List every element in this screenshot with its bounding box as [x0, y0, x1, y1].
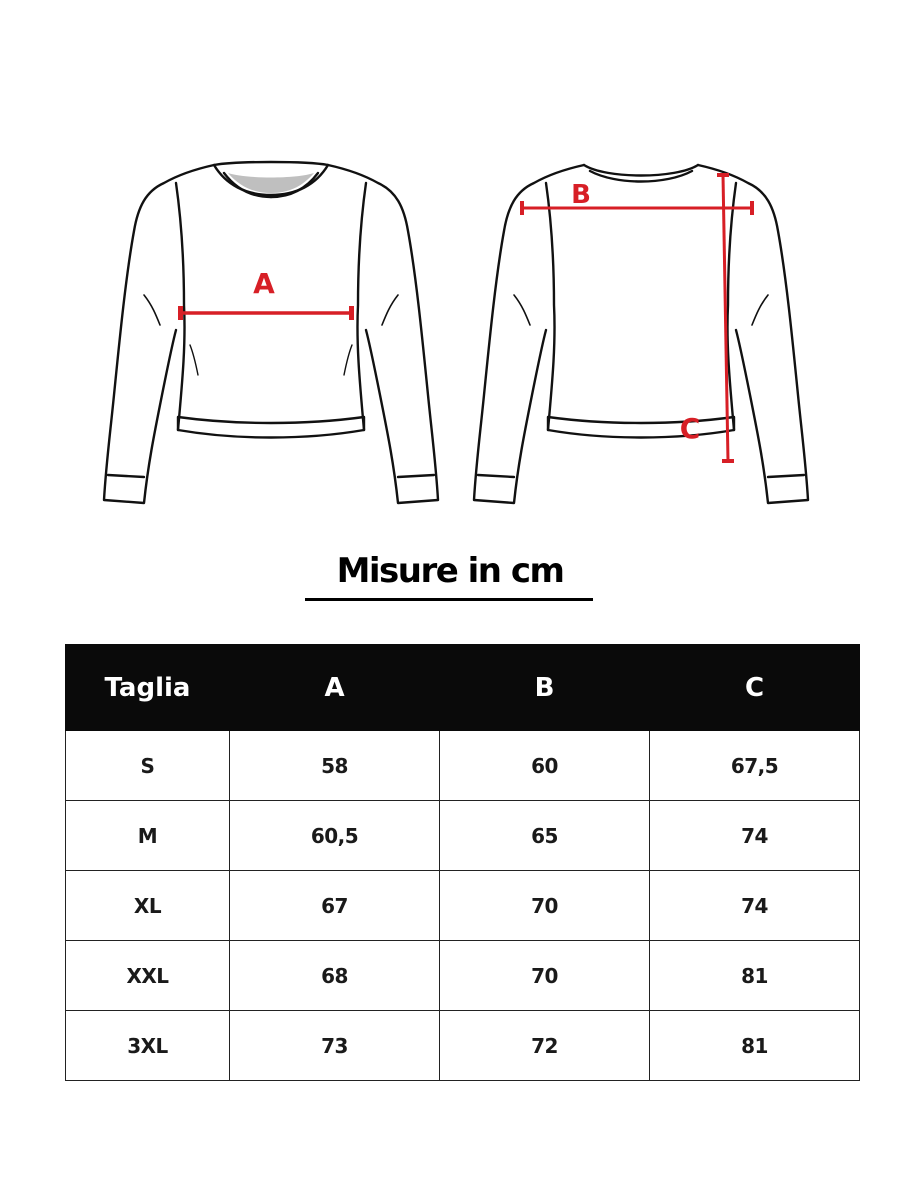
cell-size: S — [66, 731, 230, 801]
title-container — [305, 548, 595, 594]
cell-c: 67,5 — [650, 731, 860, 801]
header-c: C — [650, 645, 860, 731]
cell-b: 70 — [440, 941, 650, 1011]
label-a: A — [253, 267, 275, 300]
table-row — [66, 801, 860, 871]
table-row — [66, 941, 860, 1011]
label-b: B — [571, 180, 591, 210]
cell-a: 67 — [230, 871, 440, 941]
header-a: A — [230, 645, 440, 731]
cell-c: 81 — [650, 941, 860, 1011]
title-underline — [305, 598, 593, 601]
cell-size: XXL — [66, 941, 230, 1011]
cell-a: 58 — [230, 731, 440, 801]
table-row — [66, 1011, 860, 1081]
header-taglia: Taglia — [66, 645, 230, 731]
cell-a: 68 — [230, 941, 440, 1011]
cell-b: 65 — [440, 801, 650, 871]
cell-c: 81 — [650, 1011, 860, 1081]
size-table — [65, 644, 860, 1081]
cell-size: XL — [66, 871, 230, 941]
cell-b: 60 — [440, 731, 650, 801]
cell-c: 74 — [650, 871, 860, 941]
cell-b: 72 — [440, 1011, 650, 1081]
cell-c: 74 — [650, 801, 860, 871]
cell-a: 73 — [230, 1011, 440, 1081]
table-row — [66, 731, 860, 801]
table-row — [66, 871, 860, 941]
back-shirt-diagram — [466, 145, 816, 520]
shirt-back-illustration — [466, 145, 816, 520]
table-header-row — [66, 645, 860, 731]
cell-size: M — [66, 801, 230, 871]
shirt-front-illustration — [96, 145, 446, 520]
page-title: Misure in cm — [336, 551, 564, 591]
header-b: B — [440, 645, 650, 731]
cell-a: 60,5 — [230, 801, 440, 871]
cell-size: 3XL — [66, 1011, 230, 1081]
front-shirt-diagram — [96, 145, 446, 520]
label-c: C — [679, 412, 701, 445]
cell-b: 70 — [440, 871, 650, 941]
